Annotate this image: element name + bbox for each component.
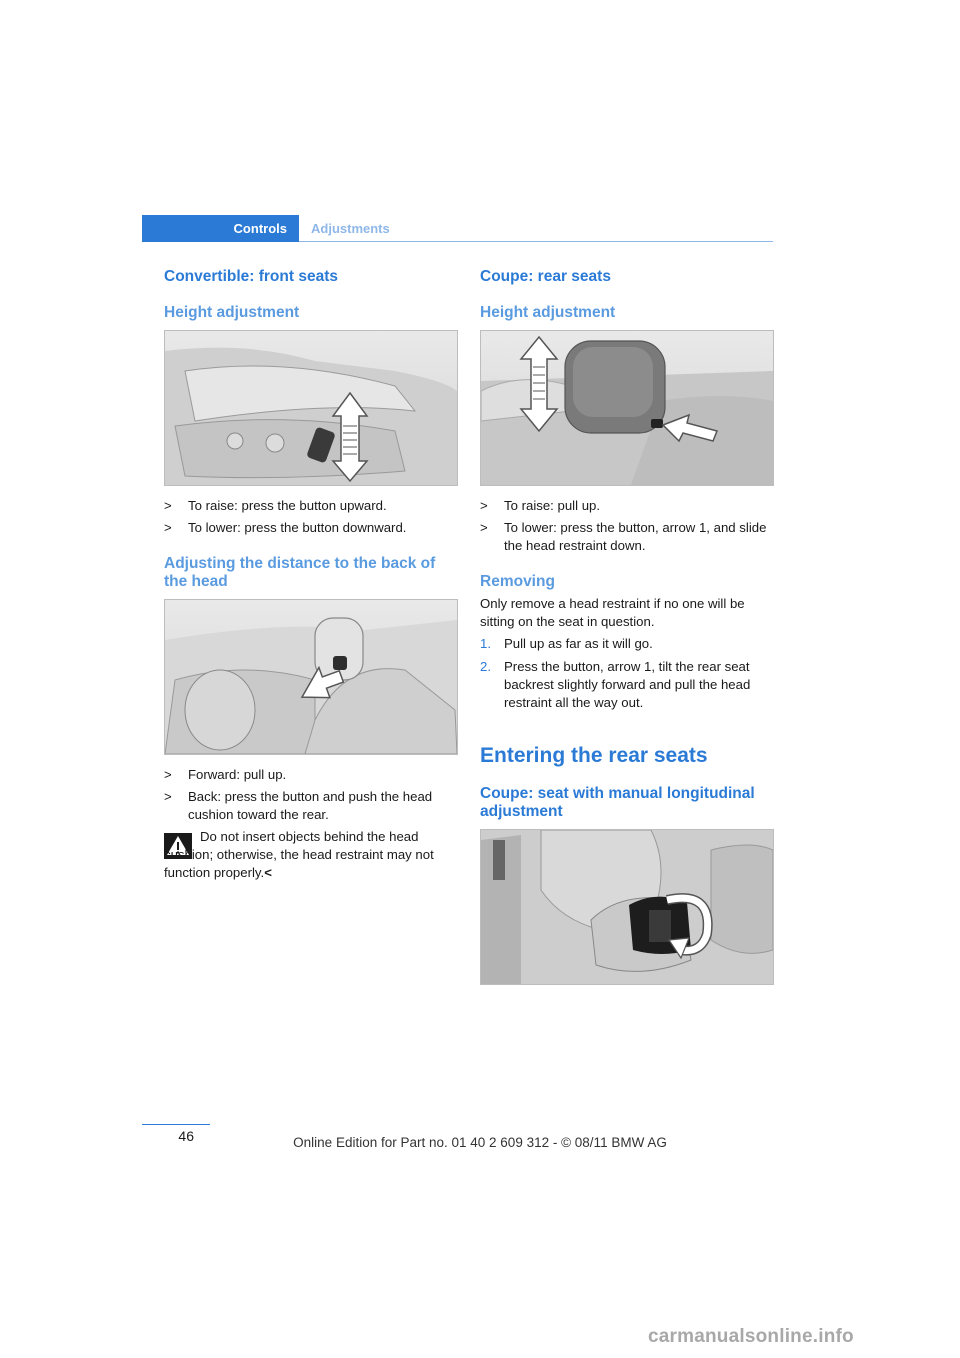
edition-footer: Online Edition for Part no. 01 40 2 609 312 - © 08/11 BMW AG xyxy=(293,1135,667,1150)
bullet-marker: > xyxy=(480,498,488,513)
bullet-marker: > xyxy=(480,520,488,535)
figure-seat-lever xyxy=(480,829,774,985)
figure-rear-head-restraint xyxy=(480,330,774,486)
step-2 xyxy=(480,658,770,712)
section-heading-convertible: Convertible: front seats xyxy=(164,268,338,285)
bullet-raise xyxy=(164,497,454,515)
bullet-text: To raise: press the button upward. xyxy=(188,498,387,513)
bullet-text: To lower: press the button downward. xyxy=(188,520,407,535)
step-1 xyxy=(480,635,770,653)
bullet-marker: > xyxy=(164,498,172,513)
subheading-coupe-manual: Coupe: seat with manual longitudinal adjustment xyxy=(480,785,755,820)
step-text: Pull up as far as it will go. xyxy=(504,636,653,651)
bullet-text: To lower: press the button, arrow 1, and slide the head restraint down. xyxy=(504,520,767,553)
bullet-text: To raise: pull up. xyxy=(504,498,601,513)
bullet-forward xyxy=(164,766,454,784)
figure-seat-height-switch xyxy=(164,330,458,486)
bullet-text: Forward: pull up. xyxy=(188,767,287,782)
header-rule xyxy=(299,241,773,242)
bullet-rear-lower xyxy=(480,519,770,555)
subheading-rear-height: Height adjustment xyxy=(480,304,616,321)
bullet-text: Back: press the button and push the head cushion toward the rear. xyxy=(188,789,433,822)
section-heading-coupe: Coupe: rear seats xyxy=(480,268,611,285)
end-marker: < xyxy=(264,865,272,880)
footer-rule xyxy=(142,1124,210,1125)
bullet-back xyxy=(164,788,454,824)
warning-text xyxy=(164,828,456,882)
watermark: carmanualsonline.info xyxy=(648,1326,854,1347)
step-text: Press the button, arrow 1, tilt the rear seat backrest slightly forward and pull the head restraint all the way out. xyxy=(504,659,751,710)
subheading-removing: Removing xyxy=(480,573,555,590)
page-number: 46 xyxy=(178,1128,194,1144)
step-number: 1. xyxy=(480,636,491,651)
bullet-marker: > xyxy=(164,767,172,782)
heading-entering-rear-seats: Entering the rear seats xyxy=(480,744,708,767)
bullet-lower xyxy=(164,519,454,537)
bullet-marker: > xyxy=(164,520,172,535)
step-number: 2. xyxy=(480,659,491,674)
tab-controls: Controls xyxy=(142,215,299,242)
figure-head-restraint-distance xyxy=(164,599,458,755)
tab-adjustments: Adjustments xyxy=(311,221,390,236)
warning-body: Do not insert objects behind the head cushion; otherwise, the head restraint may not function properly. xyxy=(164,829,434,880)
bullet-marker: > xyxy=(164,789,172,804)
subheading-distance: Adjusting the distance to the back of the head xyxy=(164,555,436,590)
removing-intro: Only remove a head restraint if no one will be sitting on the seat in question. xyxy=(480,596,745,629)
subheading-height-adjustment: Height adjustment xyxy=(164,304,300,321)
bullet-rear-raise xyxy=(480,497,770,515)
